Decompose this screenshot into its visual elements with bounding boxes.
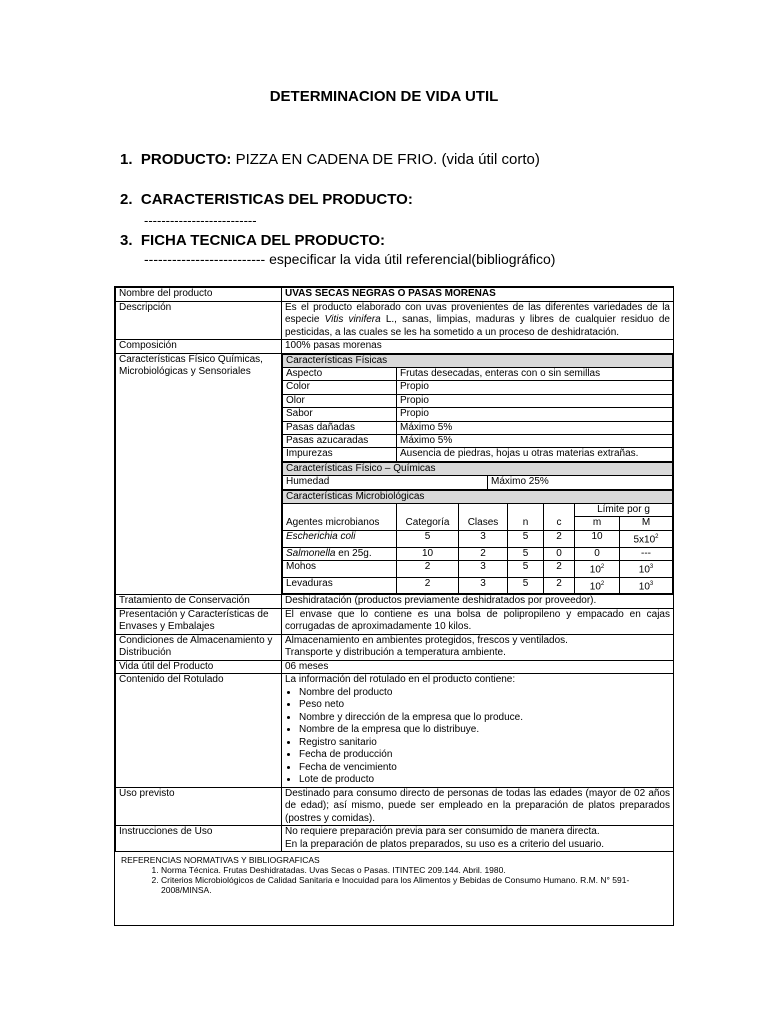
col-header: Agentes microbianos bbox=[283, 517, 397, 530]
agent-name: Escherichia coli bbox=[286, 530, 356, 542]
cell: 5 bbox=[508, 530, 544, 547]
fis-key: Color bbox=[283, 381, 397, 394]
cell: 2 bbox=[544, 530, 575, 547]
cell-base: 10 bbox=[589, 564, 601, 576]
list-item: 1. Norma Técnica. Frutas Deshidratadas. Uvas Secas o Pasas. ITINTEC 209.144. Abril. 1980. bbox=[161, 865, 667, 875]
table-row bbox=[283, 448, 673, 461]
table-row bbox=[283, 560, 673, 577]
fis-key: Olor bbox=[283, 394, 397, 407]
section-1 bbox=[120, 151, 540, 168]
cell-base: 10 bbox=[589, 580, 601, 592]
cond-label: Condiciones de Almacenamiento y Distribución bbox=[116, 634, 282, 660]
rot-label: Contenido del Rotulado bbox=[116, 674, 282, 788]
agent-name: Mohos bbox=[283, 560, 397, 577]
cell-exp: 2 bbox=[600, 580, 605, 587]
fisicas-header: Características Físicas bbox=[283, 354, 673, 367]
list-item: • Registro sanitario bbox=[299, 737, 670, 750]
humedad-key: Humedad bbox=[283, 476, 488, 489]
dash-line: -------------------------- bbox=[144, 213, 257, 228]
cell bbox=[575, 577, 620, 594]
vida-value: 06 meses bbox=[282, 660, 674, 674]
table-row bbox=[283, 394, 673, 407]
fis-key: Pasas azucaradas bbox=[283, 434, 397, 447]
list-item: 2. Criterios Microbiológicos de Calidad Sanitaria e Inocuidad para los Alimentos y Bebidas de Consumo Humano. R.M. N° 591-2008/MINSA. bbox=[161, 875, 667, 895]
section-text: PIZZA EN CADENA DE FRIO. (vida útil corto) bbox=[235, 151, 540, 168]
table-row bbox=[283, 421, 673, 434]
rot-list bbox=[285, 687, 670, 787]
fisicas-table bbox=[282, 354, 673, 462]
micro-col-headers bbox=[283, 517, 673, 530]
col-header: c bbox=[544, 517, 575, 530]
desc-label: Descripción bbox=[116, 301, 282, 340]
name-label: Nombre del producto bbox=[116, 288, 282, 302]
cond-line: Almacenamiento en ambientes protegidos, frescos y ventilados. bbox=[285, 634, 568, 646]
table-row bbox=[283, 367, 673, 380]
vida-label: Vida útil del Producto bbox=[116, 660, 282, 674]
cell-exp: 3 bbox=[649, 580, 654, 587]
limite-label: Límite por g bbox=[575, 503, 673, 516]
cell-base: 5x10 bbox=[633, 534, 656, 546]
col-header: Clases bbox=[459, 517, 508, 530]
table-row bbox=[283, 530, 673, 547]
references bbox=[115, 852, 673, 898]
cell: 3 bbox=[459, 560, 508, 577]
cell: 2 bbox=[397, 577, 459, 594]
cell-exp: 3 bbox=[649, 563, 654, 570]
inst-line: En la preparación de platos preparados, su uso es a criterio del usuario. bbox=[285, 838, 605, 850]
comp-value: 100% pasas morenas bbox=[282, 340, 674, 354]
section-number: 2. bbox=[120, 191, 133, 208]
ficha-tecnica bbox=[114, 286, 674, 926]
fq-table bbox=[282, 462, 673, 490]
inst-line: No requiere preparación previa para ser consumido de manera directa. bbox=[285, 826, 600, 838]
list-item: • Nombre y dirección de la empresa que lo produce. bbox=[299, 712, 670, 725]
spec-line bbox=[144, 251, 555, 267]
cell-base: 10 bbox=[638, 564, 650, 576]
refs-title: REFERENCIAS NORMATIVAS Y BIBLIOGRAFICAS bbox=[121, 855, 320, 866]
desc-italic: Vitis vinifera bbox=[324, 314, 381, 325]
table-row bbox=[283, 547, 673, 560]
cell: 3 bbox=[459, 530, 508, 547]
col-header: M bbox=[620, 517, 673, 530]
fis-key: Pasas dañadas bbox=[283, 421, 397, 434]
cond-value bbox=[282, 634, 674, 660]
fis-val: Ausencia de piedras, hojas u otras materias extrañas. bbox=[397, 448, 673, 461]
list-item: • Nombre del producto bbox=[299, 687, 670, 700]
cell: 5 bbox=[508, 560, 544, 577]
list-item: • Fecha de vencimiento bbox=[299, 762, 670, 775]
col-header: Categoría bbox=[397, 517, 459, 530]
micro-table bbox=[282, 490, 673, 595]
fis-val: Máximo 5% bbox=[397, 421, 673, 434]
table-row bbox=[283, 476, 673, 489]
table-row bbox=[283, 434, 673, 447]
cell bbox=[620, 530, 673, 547]
table-row bbox=[283, 381, 673, 394]
name-value: UVAS SECAS NEGRAS O PASAS MORENAS bbox=[282, 288, 674, 302]
section-label: PRODUCTO: bbox=[140, 151, 232, 168]
page-title: DETERMINACION DE VIDA UTIL bbox=[269, 88, 499, 105]
col-header: m bbox=[575, 517, 620, 530]
trat-value: Deshidratación (productos previamente deshidratados por proveedor). bbox=[282, 595, 674, 609]
cell-exp: 2 bbox=[655, 533, 659, 540]
cell: 2 bbox=[544, 577, 575, 594]
carac-cell bbox=[282, 353, 674, 595]
section-2 bbox=[120, 191, 413, 208]
section-3 bbox=[120, 232, 385, 249]
cell bbox=[575, 560, 620, 577]
col-header: n bbox=[508, 517, 544, 530]
cell: 10 bbox=[575, 530, 620, 547]
agent-name: Salmonella bbox=[286, 547, 336, 559]
cell: 2 bbox=[459, 547, 508, 560]
spec-text: especificar la vida útil referencial(bibliográfico) bbox=[269, 251, 556, 267]
uso-value: Destinado para consumo directo de personas de todas las edades (mayor de 02 años de edad); así mismo, puede ser empleado en la preparación de platos preparados (postres y comidas). bbox=[282, 787, 674, 826]
ficha-table bbox=[115, 287, 674, 852]
trat-label: Tratamiento de Conservación bbox=[116, 595, 282, 609]
cond-line: Transporte y distribución a temperatura ambiente. bbox=[285, 647, 506, 659]
section-label: FICHA TECNICA DEL PRODUCTO: bbox=[140, 232, 386, 249]
cell-base: 10 bbox=[638, 580, 650, 592]
inst-label: Instrucciones de Uso bbox=[116, 826, 282, 852]
comp-label: Composición bbox=[116, 340, 282, 354]
pres-label: Presentación y Características de Envases y Embalajes bbox=[116, 608, 282, 634]
cell: 5 bbox=[508, 547, 544, 560]
inst-value bbox=[282, 826, 674, 852]
pres-value: El envase que lo contiene es una bolsa de polipropileno y empacado en cajas corrugadas de aproximadamente 10 kilos. bbox=[282, 608, 674, 634]
dash-line: -------------------------- bbox=[144, 251, 266, 267]
table-row bbox=[283, 577, 673, 594]
uso-label: Uso previsto bbox=[116, 787, 282, 826]
cell: 5 bbox=[397, 530, 459, 547]
fis-val: Propio bbox=[397, 408, 673, 421]
table-row bbox=[283, 408, 673, 421]
cell: --- bbox=[620, 547, 673, 560]
section-label: CARACTERISTICAS DEL PRODUCTO: bbox=[140, 191, 413, 208]
cell bbox=[620, 577, 673, 594]
cell bbox=[620, 560, 673, 577]
cell: 5 bbox=[508, 577, 544, 594]
carac-label: Características Físico Químicas, Microbiológicas y Sensoriales bbox=[116, 353, 282, 595]
cell-exp: 2 bbox=[600, 563, 605, 570]
cell: 0 bbox=[544, 547, 575, 560]
fis-key: Impurezas bbox=[283, 448, 397, 461]
rot-intro: La información del rotulado en el producto contiene: bbox=[285, 674, 516, 686]
fis-key: Sabor bbox=[283, 408, 397, 421]
cell: 3 bbox=[459, 577, 508, 594]
humedad-val: Máximo 25% bbox=[488, 476, 673, 489]
fis-val: Máximo 5% bbox=[397, 434, 673, 447]
cell: 0 bbox=[575, 547, 620, 560]
section-number: 1. bbox=[120, 151, 133, 168]
desc-pre: Es el producto elaborado con uvas provenientes de las diferentes variedades de la especie bbox=[285, 301, 670, 325]
cell: 2 bbox=[397, 560, 459, 577]
cell: 2 bbox=[544, 560, 575, 577]
agent-name: Levaduras bbox=[283, 577, 397, 594]
fis-val: Propio bbox=[397, 381, 673, 394]
list-item: • Peso neto bbox=[299, 699, 670, 712]
list-item: • Fecha de producción bbox=[299, 749, 670, 762]
micro-header: Características Microbiológicas bbox=[283, 490, 673, 503]
fis-val: Frutas desecadas, enteras con o sin semillas bbox=[397, 367, 673, 380]
desc-post: L., sanas, limpias, maduras y libres de cualquier residuo de pesticidas, a las cuales se les ha sometido a un proceso de deshidratación. bbox=[285, 314, 670, 338]
fq-header: Características Físico – Químicas bbox=[283, 462, 673, 475]
rot-value bbox=[282, 674, 674, 788]
fis-val: Propio bbox=[397, 394, 673, 407]
list-item: • Nombre de la empresa que lo distribuye. bbox=[299, 724, 670, 737]
cell: 10 bbox=[397, 547, 459, 560]
section-number: 3. bbox=[120, 232, 133, 249]
refs-list bbox=[121, 865, 667, 895]
list-item: • Lote de producto bbox=[299, 774, 670, 787]
fis-key: Aspecto bbox=[283, 367, 397, 380]
agent-suffix: en 25g. bbox=[335, 547, 372, 559]
desc-value bbox=[282, 301, 674, 340]
